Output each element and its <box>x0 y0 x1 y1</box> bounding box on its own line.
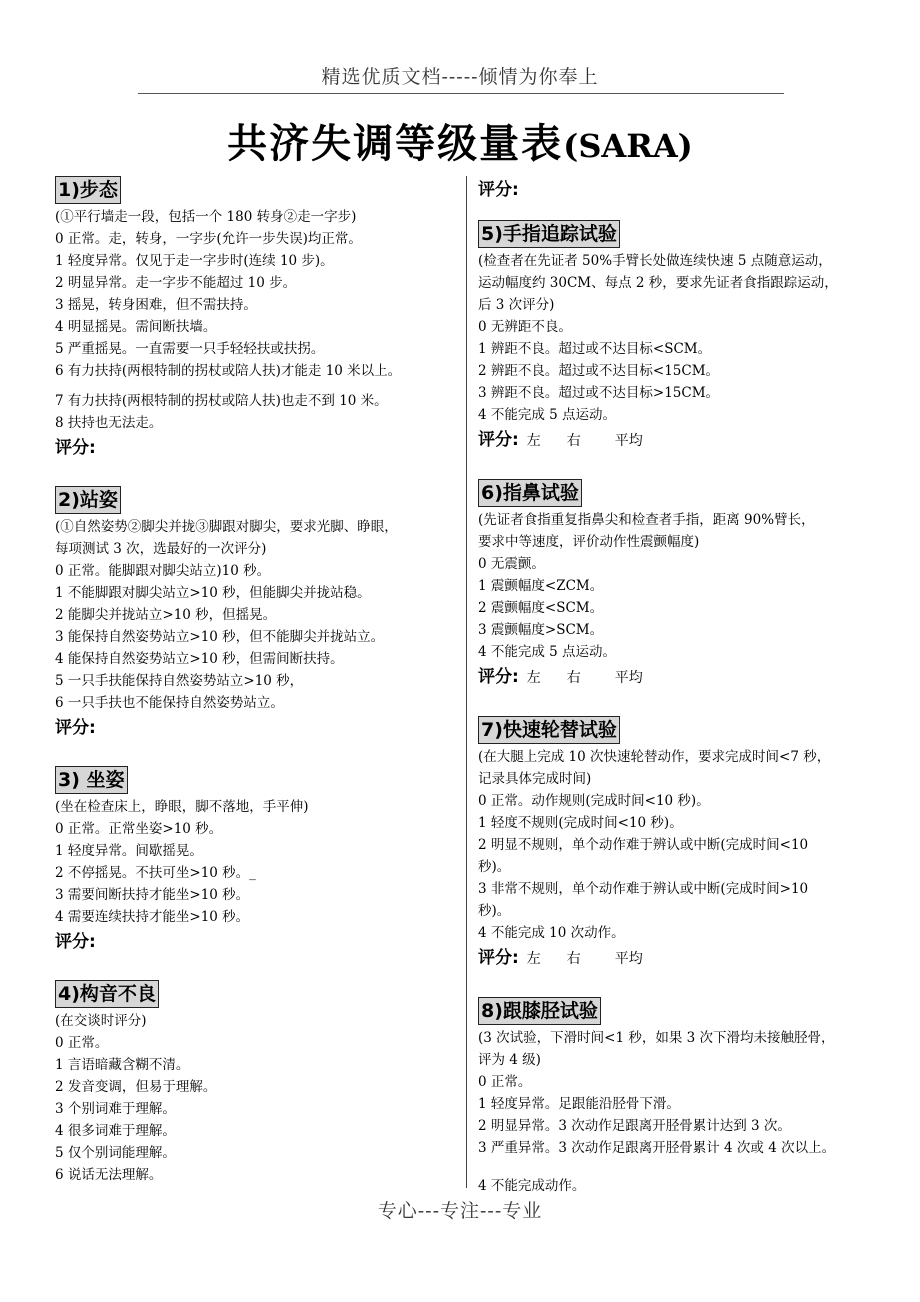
criterion-line: 5 严重摇晃。一直需要一只手轻轻扶或扶拐。 <box>55 341 325 357</box>
section-title: 5)手指追踪试验 <box>478 220 620 248</box>
criterion-line: 3 个别词难于理解。 <box>55 1101 176 1117</box>
section-lines <box>55 1010 460 1186</box>
score-left: 左 <box>526 670 541 686</box>
score-label: 评分: <box>478 948 519 968</box>
section-lines <box>478 746 888 944</box>
criterion-line: 1 轻度异常。仅见于走一字步时(连续 10 步)。 <box>55 253 334 269</box>
right-column <box>478 176 888 1197</box>
criterion-line: 2 明显不规则，单个动作难于辨认或中断(完成时间<10 <box>478 837 809 853</box>
criterion-line: 4 需要连续扶持才能坐>10 秒。 <box>55 909 250 925</box>
section-rapid-alternating <box>478 716 888 973</box>
section-gait <box>55 176 460 462</box>
criterion-line: (3 次试验，下滑时间<1 秒，如果 3 次下滑均未接触胫骨， <box>478 1030 835 1046</box>
criterion-line: 5 仅个别词能理解。 <box>55 1145 176 1161</box>
title-main: 共济失调等级量表 <box>227 121 564 167</box>
title-abbrev: (SARA) <box>563 127 693 165</box>
score-sides <box>527 433 643 449</box>
score-label: 评分: <box>55 932 96 952</box>
criterion-line: 秒)。 <box>478 859 511 875</box>
criterion-line: 4 不能完成动作。 <box>478 1178 586 1194</box>
score-label: 评分: <box>478 667 519 687</box>
criterion-line: 4 不能完成 5 点运动。 <box>478 407 617 423</box>
criterion-line: 3 非常不规则，单个动作难于辨认或中断(完成时间>10 <box>478 881 809 897</box>
section-title: 8)跟膝胫试验 <box>478 997 601 1025</box>
criterion-line: 0 无辨距不良。 <box>478 319 572 335</box>
document-title <box>0 112 920 169</box>
criterion-line: (在大腿上完成 10 次快速轮替动作，要求完成时间<7 秒， <box>478 749 831 765</box>
criterion-line: 0 无震颤。 <box>478 556 545 572</box>
score-average: 平均 <box>614 670 643 686</box>
section-title: 6)指鼻试验 <box>478 479 582 507</box>
criterion-line: 4 不能完成 5 点运动。 <box>478 644 617 660</box>
criterion-line: 运动幅度约 30CM、每点 2 秒，要求先证者食指跟踪运动， <box>478 275 838 291</box>
criterion-line: 3 摇晃，转身困难，但不需扶持。 <box>55 297 257 313</box>
criterion-line: 2 辨距不良。超过或不达目标<15CM。 <box>478 363 720 379</box>
criterion-line: 秒)。 <box>478 903 511 919</box>
criterion-line: 2 发音变调，但易于理解。 <box>55 1079 217 1095</box>
score-label: 评分: <box>478 430 519 450</box>
criterion-line: 3 需要间断扶持才能坐>10 秒。 <box>55 887 250 903</box>
section-title: 4)构音不良 <box>55 980 159 1008</box>
score-row <box>478 663 888 692</box>
criterion-line: 4 明显摇晃。需间断扶墙。 <box>55 319 217 335</box>
section-finger-chase <box>478 220 888 455</box>
criterion-line: 1 轻度异常。间歇摇晃。 <box>55 843 203 859</box>
criterion-line: 7 有力扶持(两根特制的拐杖或陪人扶)也走不到 10 米。 <box>55 393 388 409</box>
score-right: 右 <box>566 433 581 449</box>
section-lines <box>55 206 460 382</box>
column-divider <box>466 176 467 1188</box>
criterion-line: 0 正常。 <box>478 1074 532 1090</box>
criterion-line: 3 严重异常。3 次动作足跟离开胫骨累计 4 次或 4 次以上。 <box>478 1140 836 1156</box>
page-footer: 专心---专注---专业 <box>377 1200 543 1222</box>
criterion-line: 每项测试 3 次，选最好的一次评分) <box>55 541 267 557</box>
section-sitting <box>55 766 460 956</box>
criterion-line: 2 明显异常。3 次动作足跟离开胫骨累计达到 3 次。 <box>478 1118 791 1134</box>
criterion-line: 0 正常。正常坐姿>10 秒。 <box>55 821 223 837</box>
score-label: 评分: <box>55 438 96 458</box>
criterion-line: (先证者食指重复指鼻尖和检查者手指，距离 90%臂长， <box>478 512 815 528</box>
section-title: 7)快速轮替试验 <box>478 716 620 744</box>
section-lines <box>55 796 460 928</box>
criterion-line: 3 能保持自然姿势站立>10 秒，但不能脚尖并拢站立。 <box>55 629 385 645</box>
section-lines <box>478 509 888 663</box>
section-speech <box>55 980 460 1186</box>
criterion-line: 1 辨距不良。超过或不达目标<SCM。 <box>478 341 712 357</box>
section-finger-nose <box>478 479 888 692</box>
criterion-line: 1 轻度不规则(完成时间<10 秒)。 <box>478 815 683 831</box>
criterion-line: 2 不停摇晃。不扶可坐>10 秒。_ <box>55 865 256 881</box>
criterion-line: 1 震颤幅度<ZCM。 <box>478 578 604 594</box>
criterion-line: 1 言语暗藏含糊不清。 <box>55 1057 190 1073</box>
left-column <box>55 176 460 1186</box>
criterion-line: 8 扶持也无法走。 <box>55 415 163 431</box>
criterion-line: 1 轻度异常。足跟能沿胫骨下滑。 <box>478 1096 680 1112</box>
criterion-line: 2 明显异常。走一字步不能超过 10 步。 <box>55 275 297 291</box>
criterion-line: 0 正常。走，转身，一字步(允许一步失误)均正常。 <box>55 231 362 247</box>
page-header: 精选优质文档-----倾情为你奉上 <box>321 66 599 88</box>
criterion-line: 2 震颤幅度<SCM。 <box>478 600 604 616</box>
score-right: 右 <box>566 951 581 967</box>
score-label: 评分: <box>55 718 96 738</box>
criterion-line: 要求中等速度，评价动作性震颤幅度) <box>478 534 700 550</box>
score-sides <box>527 670 643 686</box>
section-lines-extra <box>55 390 460 434</box>
criterion-line: (在交谈时评分) <box>55 1013 147 1029</box>
section-heel-shin <box>478 997 888 1197</box>
section-title: 1)步态 <box>55 176 121 204</box>
section-lines <box>478 250 888 426</box>
criterion-line: 1 不能脚跟对脚尖站立>10 秒，但能脚尖并拢站稳。 <box>55 585 371 601</box>
score-row <box>478 944 888 973</box>
criterion-line: 3 震颤幅度>SCM。 <box>478 622 604 638</box>
criterion-line: (①平行墙走一段，包括一个 180 转身②走一字步) <box>55 209 357 225</box>
section-lines <box>55 516 460 714</box>
section-lines-extra <box>478 1175 888 1197</box>
criterion-line: 0 正常。动作规则(完成时间<10 秒)。 <box>478 793 710 809</box>
score-left: 左 <box>526 951 541 967</box>
criterion-line: 6 一只手扶也不能保持自然姿势站立。 <box>55 695 284 711</box>
criterion-line: (检查者在先证者 50%手臂长处做连续快速 5 点随意运动， <box>478 253 832 269</box>
criterion-line: 2 能脚尖并拢站立>10 秒，但摇晃。 <box>55 607 277 623</box>
section-lines <box>478 1027 888 1159</box>
section-stance <box>55 486 460 742</box>
score-average: 平均 <box>614 433 643 449</box>
criterion-line: 3 辨距不良。超过或不达目标>15CM。 <box>478 385 720 401</box>
section-title: 2)站姿 <box>55 486 121 514</box>
criterion-line: 记录具体完成时间) <box>478 771 592 787</box>
score-right: 右 <box>566 670 581 686</box>
score-sides <box>527 951 643 967</box>
criterion-line: 4 很多词难于理解。 <box>55 1123 176 1139</box>
criterion-line: 0 正常。 <box>55 1035 109 1051</box>
score-average: 平均 <box>614 951 643 967</box>
score-left: 左 <box>526 433 541 449</box>
criterion-line: (①自然姿势②脚尖并拢③脚跟对脚尖，要求光脚、睁眼， <box>55 519 398 535</box>
criterion-line: 4 能保持自然姿势站立>10 秒，但需间断扶持。 <box>55 651 344 667</box>
criterion-line: 5 一只手扶能保持自然姿势站立>10 秒， <box>55 673 304 689</box>
criterion-line: 后 3 次评分) <box>478 297 555 313</box>
header-rule <box>138 93 784 94</box>
score-row <box>478 426 888 455</box>
criterion-line: 4 不能完成 10 次动作。 <box>478 925 625 941</box>
score-label: 评分: <box>478 180 519 200</box>
criterion-line: (坐在检查床上，睁眼，脚不落地，手平伸) <box>55 799 309 815</box>
criterion-line: 6 有力扶持(两根特制的拐杖或陪人扶)才能走 10 米以上。 <box>55 363 402 379</box>
criterion-line: 6 说话无法理解。 <box>55 1167 163 1183</box>
criterion-line: 0 正常。能脚跟对脚尖站立)10 秒。 <box>55 563 271 579</box>
criterion-line: 评为 4 级) <box>478 1052 541 1068</box>
section-title: 3) 坐姿 <box>55 766 128 794</box>
